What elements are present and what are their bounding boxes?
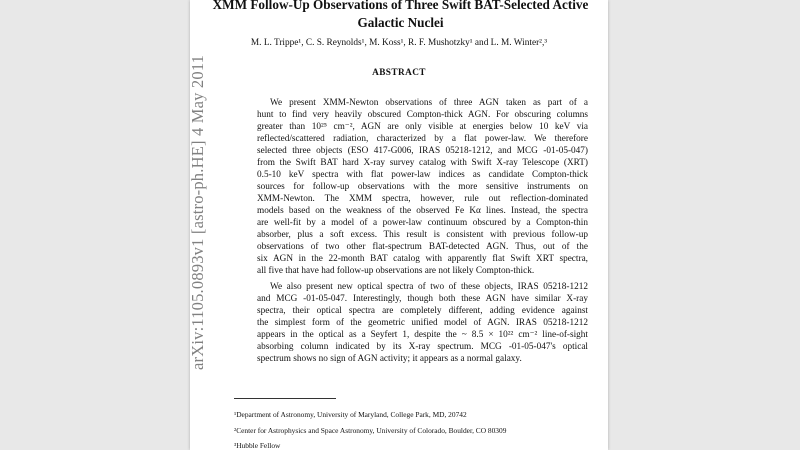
footnote: ³Hubble Fellow: [234, 441, 281, 450]
abstract-line: the simplest form of the geometric unified model of AGN. IRAS 05218-1212: [257, 318, 588, 328]
abstract-line: spectrum shows no sign of AGN activity; it appears as a normal galaxy.: [257, 354, 522, 364]
abstract-line: and MCG -01-05-047. Interestingly, though both these AGN have similar X-ray: [257, 294, 588, 304]
abstract-line: hunt to find very heavily obscured Compton-thick AGN. For obscuring columns: [257, 110, 588, 120]
abstract-line: selected three objects (ESO 417-G006, IRAS 05218-1212, and MCG -01-05-047): [257, 146, 588, 156]
footnote-rule: [234, 398, 336, 399]
abstract-line: models based on the weakness of the observed Fe Kα lines. Instead, the spectra: [257, 206, 588, 216]
abstract-line: are well-fit by a model of a power-law continuum obscured by a Compton-thin: [257, 218, 588, 228]
abstract-line: absorber, plus a soft excess. This result is consistent with previous follow-up: [257, 230, 588, 240]
abstract-line: We present XMM-Newton observations of three AGN taken as part of a: [270, 98, 588, 108]
abstract-line: reflected/scattered radiation, characterized by a flat power-law. We therefore: [257, 134, 588, 144]
abstract-heading: ABSTRACT: [372, 68, 426, 78]
paper-page: [190, 0, 608, 450]
title-line-2: Galactic Nuclei: [357, 15, 444, 30]
abstract-line: We also present new optical spectra of two of these objects, IRAS 05218-1212: [270, 282, 588, 292]
abstract-line: 0.5-10 keV spectra with flat power-law indices as candidate Compton-thick: [257, 170, 588, 180]
abstract-line: sources for follow-up observations with the more sensitive instruments on: [257, 182, 588, 192]
abstract-line: absorbing column indicated by its X-ray spectrum. MCG -01-05-047's optical: [257, 342, 588, 352]
abstract-line: appears in the optical as a Seyfert 1, despite the ~ 8.5 × 10²² cm⁻² line-of-sight: [257, 330, 588, 340]
arxiv-identifier[interactable]: arXiv:1105.0893v1 [astro-ph.HE] 4 May 2011: [188, 54, 207, 370]
author-list: M. L. Trippe¹, C. S. Reynolds¹, M. Koss¹, R. F. Mushotzky¹ and L. M. Winter²,³: [250, 38, 548, 48]
footnote: ¹Department of Astronomy, University of Maryland, College Park, MD, 20742: [234, 410, 467, 419]
title-line-1: XMM Follow-Up Observations of Three Swift BAT-Selected Active: [212, 0, 589, 12]
abstract-line: spectra, their optical spectra are completely different, adding evidence against: [257, 306, 588, 316]
abstract-line: from the Swift BAT hard X-ray survey catalog with Swift X-ray Telescope (XRT): [257, 158, 588, 168]
abstract-line: observations of two other flat-spectrum BAT-detected AGN. Thus, out of the: [257, 242, 588, 252]
abstract-line: all five that have had follow-up observations are not likely Compton-thick.: [257, 266, 535, 276]
abstract-line: greater than 10²⁵ cm⁻², AGN are only visible at energies below 10 keV via: [257, 122, 588, 132]
abstract-line: six AGN in the 22-month BAT catalog with apparently flat Swift XRT spectra,: [257, 254, 588, 264]
abstract-line: XMM-Newton. The XMM spectra, however, rule out reflection-dominated: [257, 194, 588, 204]
paper-title: [198, 0, 603, 32]
footnote: ²Center for Astrophysics and Space Astronomy, University of Colorado, Boulder, CO 80309: [234, 426, 507, 435]
